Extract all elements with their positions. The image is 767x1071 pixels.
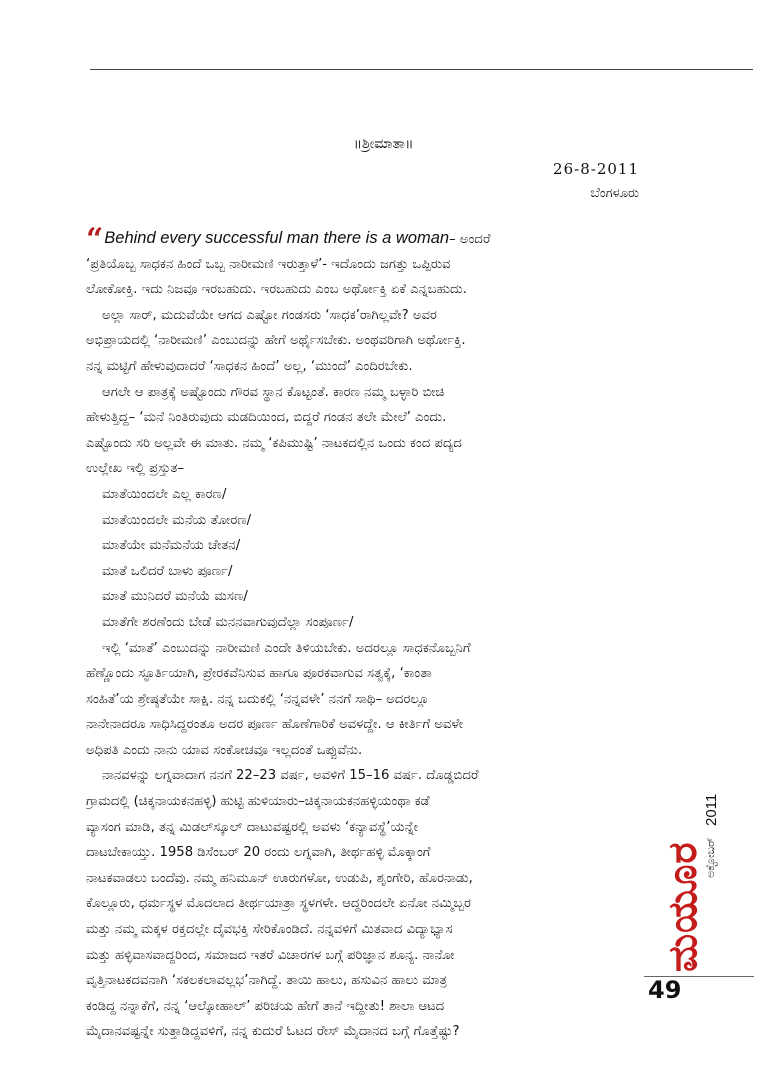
- article-line: ಅಭಿಪ್ರಾಯದಲ್ಲಿ ‘ನಾರೀಮಣಿ’ ಎಂಬುದನ್ನು ಹೇಗೆ ಅರ್ಥೈಸಬೇಕು. ಅಂಥವರಿಗಾಗಿ ಅರ್ಥೋಕ್ತಿ.: [86, 333, 466, 349]
- article-line: ಮಾತೆಯೇ ಮನೆಮನೆಯ ಚೇತನ/: [102, 538, 241, 554]
- article-line: ಮಾತೆ ಒಲಿದರೆ ಬಾಳು ಪೂರ್ಣ/: [102, 563, 233, 579]
- magazine-title: ಮಯೂರ: [660, 841, 706, 972]
- article-line: ದಾಟಬೇಕಾಯ್ತು. 1958 ಡಿಸೆಂಬರ್ 20 ರಂದು ಲಗ್ನವಾಗಿ, ತೀರ್ಥಹಳ್ಳಿ ಮೊಕ್ಕಾಂಗೆ: [86, 845, 431, 861]
- article-line: ಆಗಲೇ ಆ ಪಾತ್ರಕ್ಕೆ ಅಷ್ಟೊಂದು ಗೌರವ ಸ್ಥಾನ ಕೊಟ್ಟಂತೆ. ಕಾರಣ ನಮ್ಮ ಬಳ್ಳಾರಿ ಬೀಚಿ: [102, 384, 445, 400]
- magazine-year: 2011: [703, 793, 720, 826]
- article-line: ಹೇಳುತ್ತಿದ್ದ– ‘ಮನೆ ನಿಂತಿರುವುದು ಮಡದಿಯಿಂದ, ಬಿದ್ದರೆ ಗಂಡನ ತಲೇ ಮೇಲೆ’ ಎಂದು.: [86, 410, 447, 426]
- article-line: ಎಷ್ಟೊಂದು ಸರಿ ಅಲ್ಲವೇ ಈ ಮಾತು. ನಮ್ಮ ‘ಕಪಿಮುಷ್ಟಿ’ ನಾಟಕದಲ್ಲಿನ ಒಂದು ಕಂದ ಪದ್ಯದ: [86, 435, 462, 451]
- article-line: ಕೊಲ್ಲೂರು, ಧರ್ಮಸ್ಥಳ ಮೊದಲಾದ ತೀರ್ಥಯಾತ್ರಾ ಸ್ಥಳಗಳೇ. ಆದ್ದರಿಂದಲೇ ಏನೋ ನಮ್ಮಿಬ್ಬರ: [86, 896, 471, 912]
- english-quote: Behind every successful man there is a woman: [104, 229, 450, 247]
- article-line: ಮೈದಾನವಷ್ಟನ್ನೇ ಸುತ್ತಾಡಿದ್ದವಳಿಗೆ, ನನ್ನ ಕುದುರೆ ಓಟದ ರೇಸ್ ಮೈದಾನದ ಬಗ್ಗೆ ಗೊತ್ತೆಷ್ಟು?: [86, 1024, 460, 1040]
- article-line: ಮಾತೆ ಮುನಿದರೆ ಮನೆಯೆ ಮಸಣ/: [102, 589, 248, 605]
- article-line: ನನ್ನ ಮಟ್ಟಿಗೆ ಹೇಳುವುದಾದರೆ ‘ಸಾಧಕನ ಹಿಂದೆ’ ಅಲ್ಲ, ‘ಮುಂದೆ’ ಎಂದಿರಬೇಕು.: [86, 358, 413, 374]
- article-body: [86, 226, 632, 1045]
- article-line: ಸಂಹಿತೆ’ಯ ಶ್ರೇಷ್ಠತೆಯೇ ಸಾಕ್ಷಿ. ನನ್ನ ಬದುಕಲ್ಲಿ ‘ನನ್ನವಳೇ’ ನನಗೆ ಸಾಥಿ– ಅದರಲ್ಲೂ: [86, 691, 429, 707]
- page-number: 49: [648, 976, 682, 1004]
- article-line: ಉಲ್ಲೇಖ ಇಲ್ಲಿ ಪ್ರಸ್ತುತ–: [86, 461, 185, 477]
- article-line: ನಾನೇನಾದರೂ ಸಾಧಿಸಿದ್ದರಂತೂ ಅದರ ಪೂರ್ಣ ಹೊಣೆಗಾರಿಕೆ ಅವಳದ್ದೇ. ಆ ಕೀರ್ತಿಗೆ ಅವಳೇ: [86, 717, 464, 733]
- article-line: ಕಂಡಿದ್ದ ನನ್ನಾಕೆಗೆ, ನನ್ನ ‘ಆಲ್ಕೋಹಾಲ್’ ಪರಿಚಯ ಹೇಗೆ ತಾನೆ ಇದ್ದೀತು! ಶಾಲಾ ಆಟದ: [86, 998, 445, 1014]
- article-line: ಲೋಕೋಕ್ತಿ. ಇದು ನಿಜವೂ ಇರಬಹುದು. ಇರಬಹುದು ಎಂಬ ಅರ್ಥೋಕ್ತಿ ಏಕೆ ಎನ್ನಬಹುದು.: [86, 282, 467, 298]
- opening-quote-icon: “: [86, 226, 104, 252]
- article-line: ಮಾತೆಗೇ ಶರಣೆಂದು ಬೇಡೆ ಮನನವಾಗುವುದೆಲ್ಲಾ ಸಂಪೂರ್ಣ/: [102, 614, 354, 630]
- article-line: ವೃತ್ತಿನಾಟಕದವನಾಗಿ ‘ಸಕಲಕಲಾವಲ್ಲಭ’ನಾಗಿದ್ದೆ. ತಾಯಿ ಹಾಲು, ಹಸುವಿನ ಹಾಲು ಮಾತ್ರ: [86, 973, 448, 989]
- article-line: ‘ಪ್ರತಿಯೊಬ್ಬ ಸಾಧಕನ ಹಿಂದೆ ಒಬ್ಬ ನಾರೀಮಣಿ ಇರುತ್ತಾಳೆ’- ಇದೊಂದು ಜಗತ್ತು ಒಪ್ಪಿರುವ: [86, 256, 451, 272]
- article-line: ವ್ಯಾಸಂಗ ಮಾಡಿ, ತನ್ನ ಮಿಡಲ್‌ಸ್ಕೂಲ್ ದಾಟುವಷ್ಟರಲ್ಲಿ ಅವಳು ‘ಕನ್ಯಾವಸ್ಥೆ’ಯನ್ನೇ: [86, 819, 419, 835]
- article-line: ಇಲ್ಲಿ ‘ಮಾತೆ’ ಎಂಬುದನ್ನು ನಾರೀಮಣಿ ಎಂದೇ ತಿಳಿಯಬೇಕು. ಅದರಲ್ಲೂ ಸಾಧಕನೊಬ್ಬನಿಗೆ: [102, 640, 471, 656]
- article-line: ನಾನವಳನ್ನು ಲಗ್ನವಾದಾಗ ನನಗೆ 22–23 ವರ್ಷ, ಅವಳಿಗೆ 15–16 ವರ್ಷ. ದೊಡ್ಡಬಿದರೆ: [102, 768, 479, 784]
- top-rule: [90, 69, 753, 70]
- quote-continuation: – ಅಂದರೆ: [449, 232, 491, 247]
- article-line: [86, 226, 632, 252]
- article-line: ಮತ್ತು ನಮ್ಮ ಮಕ್ಕಳ ರಕ್ತದಲ್ಲೇ ದೈವಭಕ್ತಿ ಸೇರಿಕೊಂಡಿದೆ. ನನ್ನವಳಿಗೆ ಮಿತವಾದ ವಿದ್ಯಾಭ್ಯಾಸ: [86, 922, 453, 938]
- article-line: ಮಾತೆಯಿಂದಲೇ ಎಲ್ಲ ಕಾರಣ/: [102, 486, 227, 502]
- article-line: ಅಧಿಪತಿ ಎಂದು ನಾನು ಯಾವ ಸಂಕೋಚವೂ ಇಲ್ಲದಂತೆ ಒಪ್ಪುವೆನು.: [86, 742, 363, 758]
- article-line: ಮತ್ತು ಹಳ್ಳಿವಾಸವಾದ್ದರಿಂದ, ಸಮಾಜದ ಇತರೆ ವಿಚಾರಗಳ ಬಗ್ಗೆ ಪರಿಜ್ಞಾನ ಶೂನ್ಯ. ನಾನೋ: [86, 947, 455, 963]
- letter-place: ಬೆಂಗಳೂರು: [590, 186, 639, 201]
- article-line: ಅಲ್ಲಾ ಸಾರ್, ಮದುವೆಯೇ ಆಗದ ಎಷ್ಟೋ ಗಂಡಸರು ‘ಸಾಧಕ’ರಾಗಿಲ್ಲವೇ? ಅವರ: [102, 307, 438, 323]
- letter-date: 26-8-2011: [553, 160, 639, 178]
- article-line: ಮಾತೆಯಿಂದಲೇ ಮನೆಯ ತೋರಣ/: [102, 512, 252, 528]
- article-line: ನಾಟಕವಾಡಲು ಬಂದೆವು. ನಮ್ಮ ಹನಿಮೂನ್ ಊರುಗಳೋ, ಉಡುಪಿ, ಶೃಂಗೇರಿ, ಹೊರನಾಡು,: [86, 870, 473, 886]
- magazine-month: ಅಕ್ಟೋಬರ್: [704, 837, 717, 878]
- article-line: ಹೆಣ್ಣೊಂದು ಸ್ಫೂರ್ತಿಯಾಗಿ, ಪ್ರೇರಕವೆನಿಸುವ ಹಾಗೂ ಪೂರಕವಾಗುವ ಸತ್ವಕ್ಕೆ, ‘ಕಾಂತಾ: [86, 666, 432, 682]
- invocation-heading: ॥ಶ್ರೀಮಾತಾ॥: [353, 136, 414, 152]
- article-line: ಗ್ರಾಮದಲ್ಲಿ (ಚಿಕ್ಕನಾಯಕನಹಳ್ಳಿ) ಹುಟ್ಟಿ ಹುಳಿಯಾರು–ಚಿಕ್ಕನಾಯಕನಹಳ್ಳಿಯಂಥಾ ಕಡೆ: [86, 794, 430, 810]
